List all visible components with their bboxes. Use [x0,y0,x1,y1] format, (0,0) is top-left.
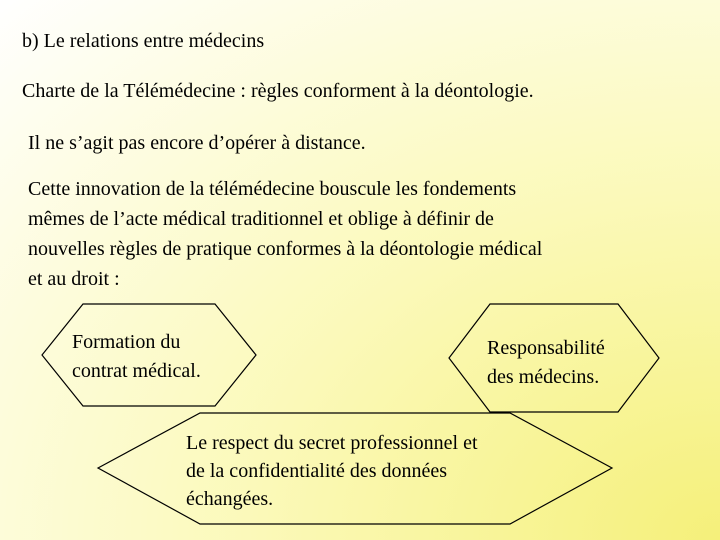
formation-label: Formation du contrat médical. [72,331,201,382]
responsabilite-label: Responsabilité des médecins. [487,337,605,388]
remote-surgery-note: Il ne s’agit pas encore d’opérer à distance. [28,132,366,154]
secret-label: Le respect du secret professionnel et de la confidentialité des données échangées. [186,432,478,510]
innovation-paragraph: Cette innovation de la télémédecine bouscule les fondements mêmes de l’acte médical traditionnel et oblige à définir de nouvelles règles de pratique conformes à la déontologie médical et au droit : [28,178,543,290]
charter-statement: Charte de la Télémédecine : règles conforment à la déontologie. [22,80,534,102]
slide-heading: b) Le relations entre médecins [22,30,265,52]
